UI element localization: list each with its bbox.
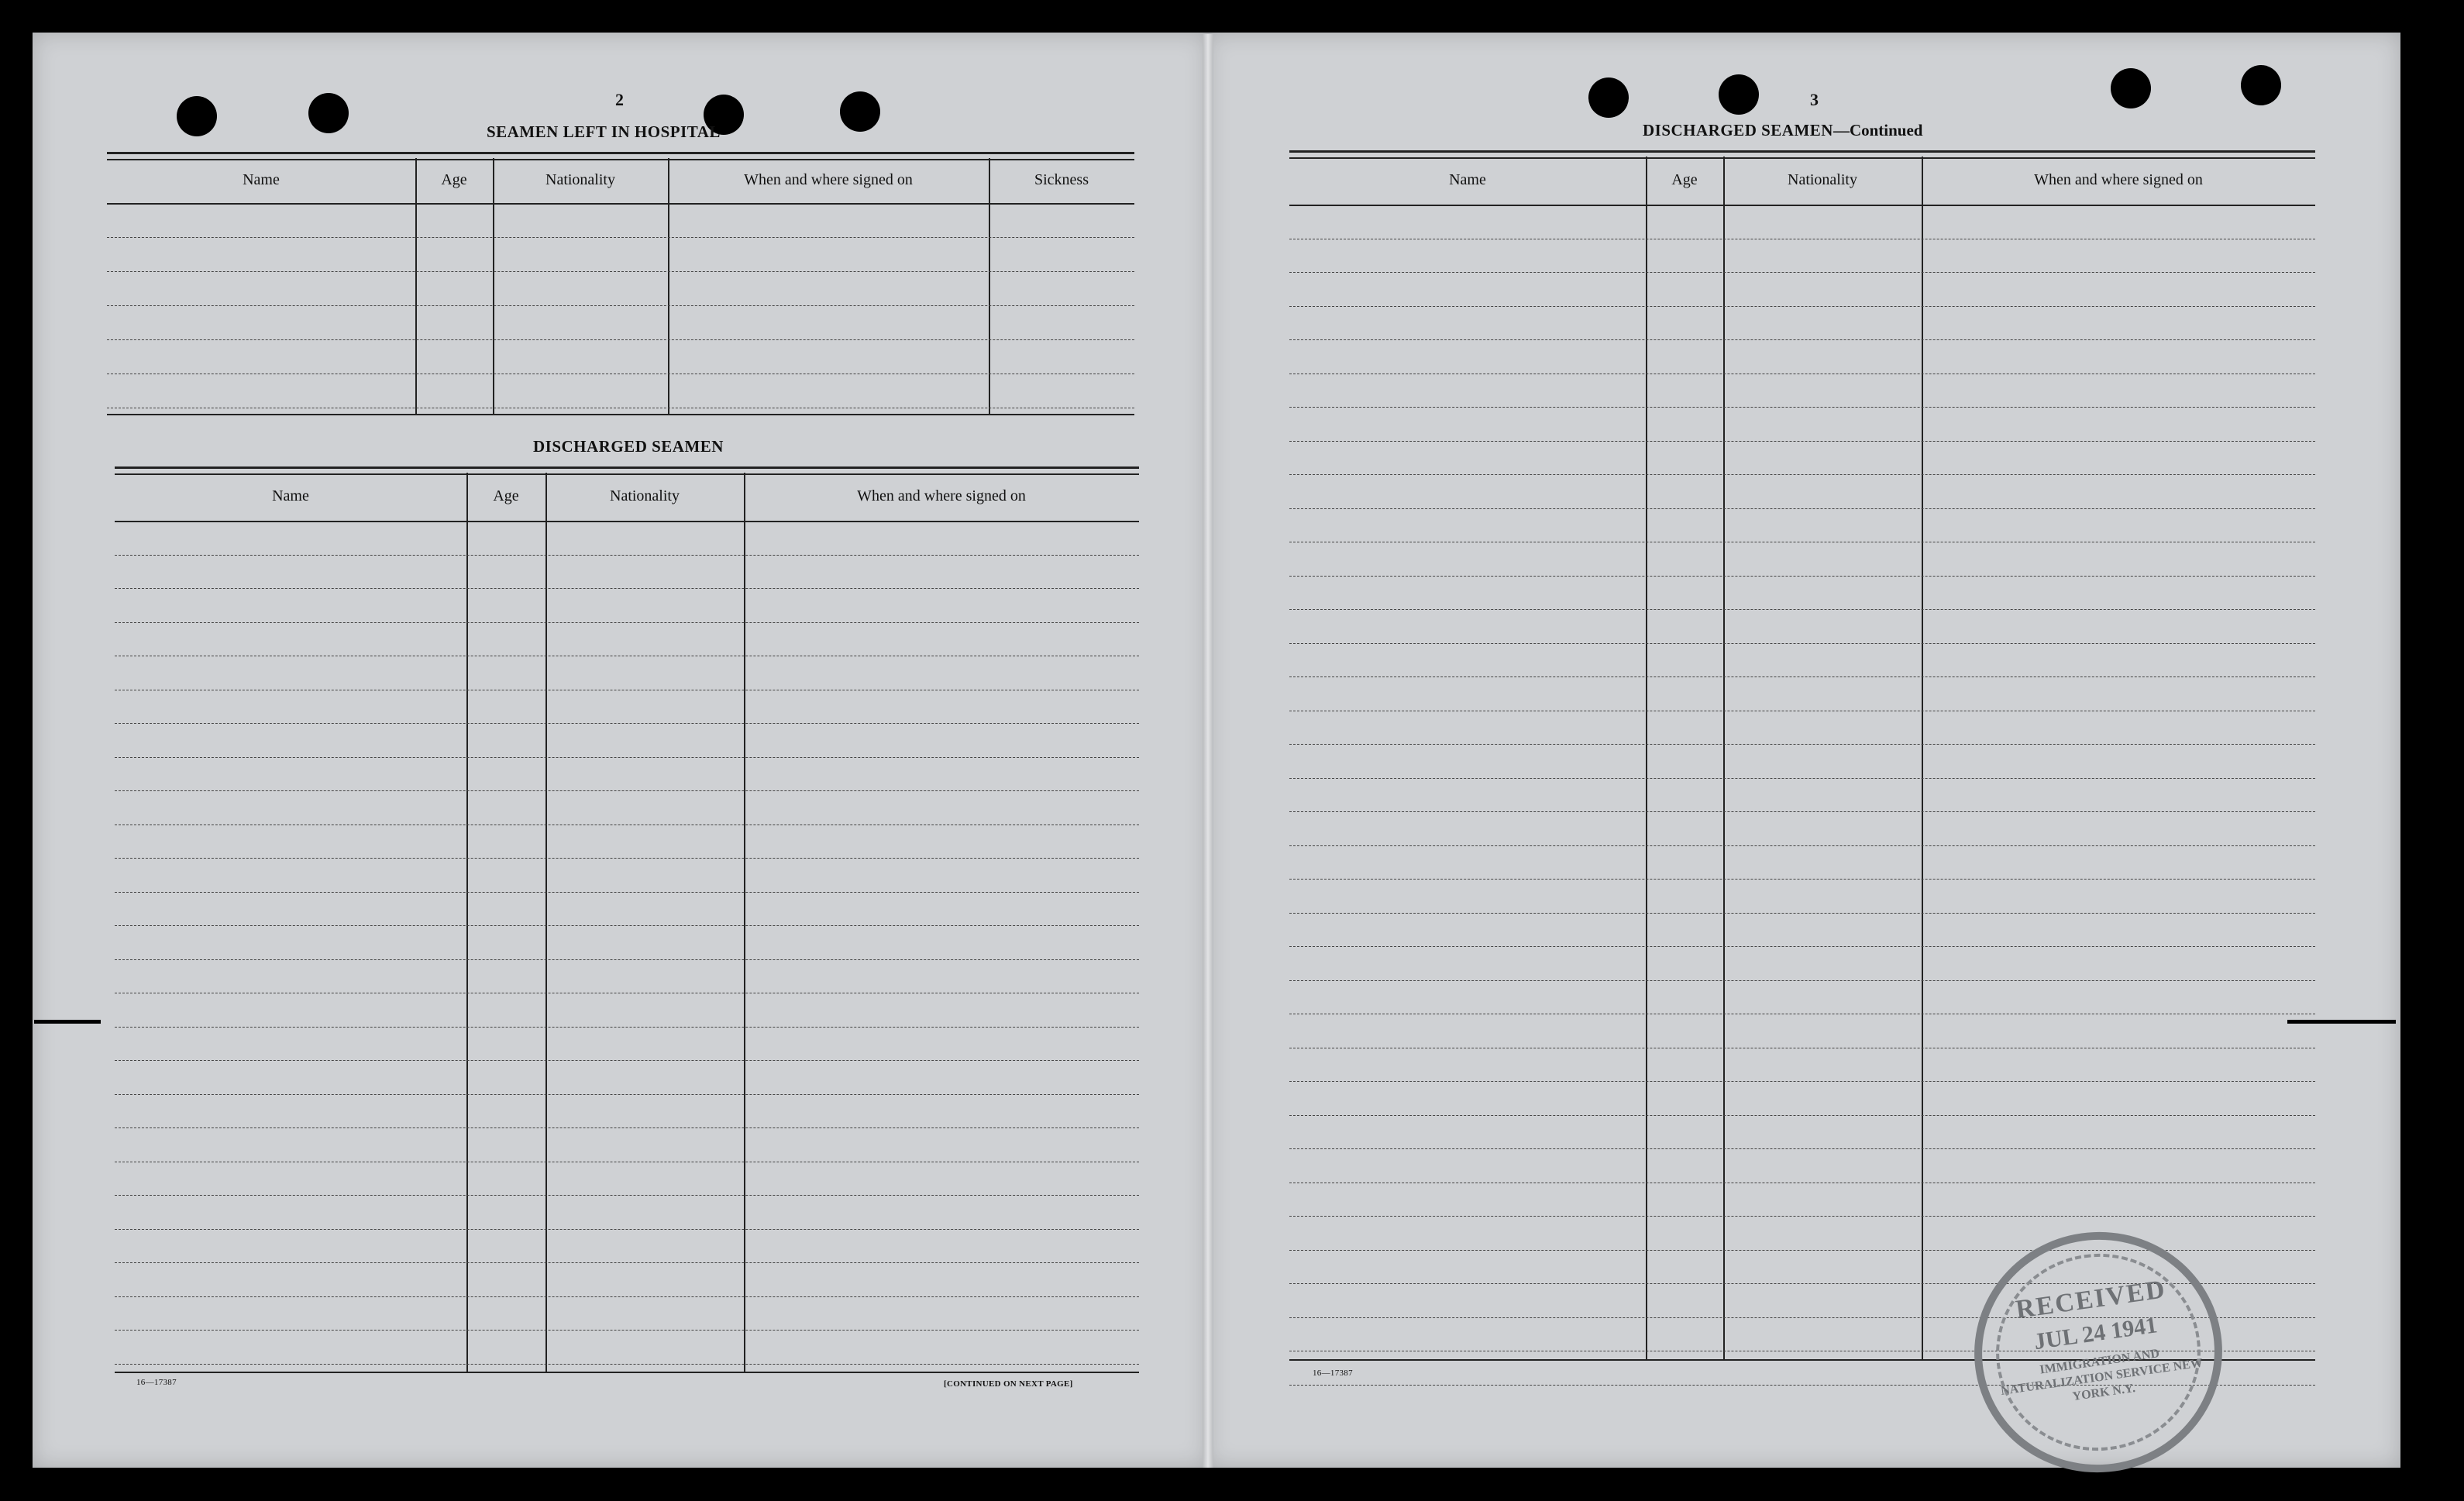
form-number: 16—17387 <box>136 1378 177 1387</box>
column-divider <box>415 158 417 415</box>
table-row <box>115 555 1139 556</box>
discharged-continued-table <box>1289 150 2315 1361</box>
table-row <box>1289 845 2315 846</box>
column-divider <box>1922 157 1923 1361</box>
table-row <box>1289 980 2315 981</box>
table-row <box>1289 643 2315 644</box>
punch-hole <box>2111 68 2151 108</box>
hospital-section-title: SEAMEN LEFT IN HOSPITAL <box>487 122 721 141</box>
table-row <box>115 757 1139 758</box>
discharged-section-title: DISCHARGED SEAMEN <box>533 437 724 456</box>
table-row <box>1289 576 2315 577</box>
column-header: Nationality <box>610 487 680 504</box>
table-row <box>115 1127 1139 1128</box>
table-row <box>1289 946 2315 947</box>
column-header: Age <box>1671 171 1698 188</box>
table-row <box>1289 913 2315 914</box>
column-divider <box>744 473 745 1373</box>
discharged-continued-title <box>1643 121 1922 140</box>
punch-hole <box>1719 74 1759 115</box>
table-row <box>115 790 1139 791</box>
table-row <box>115 892 1139 893</box>
table-row <box>115 925 1139 926</box>
punch-hole <box>177 96 217 136</box>
table-top-rule <box>1289 150 2315 159</box>
discharged-continued-title-main: DISCHARGED SEAMEN <box>1643 121 1833 139</box>
table-row <box>115 1364 1139 1365</box>
column-divider <box>1723 157 1725 1361</box>
table-row <box>115 588 1139 589</box>
table-row <box>115 1330 1139 1331</box>
column-header: Age <box>441 171 467 188</box>
column-header: Nationality <box>545 171 615 188</box>
table-row <box>1289 1115 2315 1116</box>
table-row <box>1289 272 2315 273</box>
hospital-table <box>107 152 1134 415</box>
table-bottom-rule <box>115 1372 1139 1373</box>
table-row <box>1289 879 2315 880</box>
column-header: Sickness <box>1034 171 1089 188</box>
page-number: 3 <box>1810 90 1819 109</box>
table-row <box>115 858 1139 859</box>
form-number: 16—17387 <box>1313 1368 1353 1378</box>
table-row <box>1289 609 2315 610</box>
stamp-agency: IMMIGRATION AND NATURALIZATION SERVICE NEW YORK N.Y. <box>2000 1347 2204 1404</box>
punch-hole <box>308 93 349 133</box>
column-header: Age <box>493 487 519 504</box>
table-row <box>115 1262 1139 1263</box>
table-row <box>1289 1148 2315 1149</box>
table-row <box>107 339 1134 340</box>
table-row <box>115 1296 1139 1297</box>
column-header: Name <box>243 171 280 188</box>
table-row <box>115 723 1139 724</box>
left-edge-tear <box>34 1020 101 1024</box>
discharged-table <box>115 466 1139 1373</box>
table-row <box>1289 676 2315 677</box>
column-divider <box>493 158 494 415</box>
column-divider <box>989 158 990 415</box>
discharged-continued-title-suffix: —Continued <box>1833 121 1923 139</box>
table-row <box>115 959 1139 960</box>
punch-hole <box>2241 65 2281 105</box>
punch-hole <box>840 91 880 132</box>
table-row <box>115 622 1139 623</box>
column-header: Nationality <box>1788 171 1857 188</box>
column-divider <box>1646 157 1647 1361</box>
table-row <box>115 1229 1139 1230</box>
table-header-rule <box>115 521 1139 522</box>
table-row <box>1289 811 2315 812</box>
table-row <box>1289 474 2315 475</box>
table-row <box>1289 306 2315 307</box>
column-divider <box>466 473 468 1373</box>
table-top-rule <box>115 466 1139 475</box>
table-row <box>107 305 1134 306</box>
page-number: 2 <box>615 90 624 109</box>
table-bottom-rule <box>107 414 1134 415</box>
stamp-word: RECEIVED <box>2014 1275 2168 1325</box>
table-row <box>1289 441 2315 442</box>
column-divider <box>545 473 547 1373</box>
table-row <box>115 1195 1139 1196</box>
table-row <box>1289 1081 2315 1082</box>
table-header-rule <box>107 203 1134 205</box>
table-row <box>1289 1216 2315 1217</box>
column-header: When and where signed on <box>744 171 913 188</box>
table-top-rule <box>107 152 1134 160</box>
table-row <box>1289 778 2315 779</box>
table-row <box>1289 744 2315 745</box>
column-header: Name <box>1449 171 1486 188</box>
table-header-rule <box>1289 205 2315 206</box>
table-row <box>1289 508 2315 509</box>
center-fold <box>1203 34 1213 1468</box>
column-divider <box>668 158 669 415</box>
stamp-date: JUL 24 1941 <box>2032 1312 2159 1355</box>
table-row <box>115 1094 1139 1095</box>
punch-hole <box>1588 77 1629 118</box>
table-row <box>1289 407 2315 408</box>
table-row <box>115 1027 1139 1028</box>
column-header: Name <box>272 487 309 504</box>
table-row <box>115 1060 1139 1061</box>
table-row <box>107 271 1134 272</box>
table-row <box>107 237 1134 238</box>
continued-note: [CONTINUED ON NEXT PAGE] <box>944 1379 1073 1389</box>
table-row <box>1289 339 2315 340</box>
column-header: When and where signed on <box>857 487 1026 504</box>
column-header: When and where signed on <box>2034 171 2203 188</box>
